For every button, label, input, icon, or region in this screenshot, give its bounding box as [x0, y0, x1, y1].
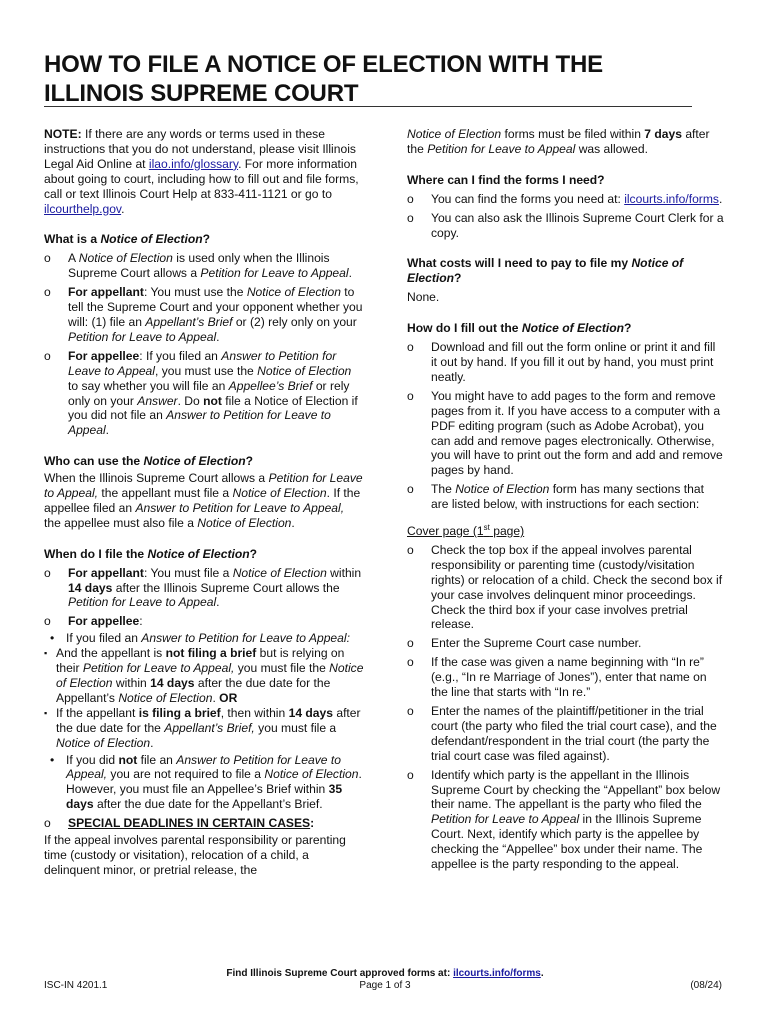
heading-where-forms: Where can I find the forms I need? [407, 172, 605, 187]
note-paragraph: NOTE: If there are any words or terms used in these instructions that you do not understand, please visit Illinois Legal Aid Online at ilao.info/glossary. For more information about going to court, including how to fill out and file forms, call or text Illinois Court Help at 833-411-1121 or go to ilcourthelp.gov. [44, 127, 359, 216]
footer-forms-line: Find Illinois Supreme Court approved forms at: ilcourts.info/forms. [226, 968, 544, 979]
list-item: o Enter the Supreme Court case number. [407, 636, 724, 651]
list-item: o SPECIAL DEADLINES IN CERTAIN CASES: [44, 816, 364, 831]
footer-forms-link[interactable]: ilcourts.info/forms [453, 968, 541, 979]
costs-answer: None. [407, 290, 440, 305]
list-item: o Enter the names of the plaintiff/petitioner in the trial court (the party who filed the trial court case), and the defendant/respondent in the trial court (the party the trial court case was filed against). [407, 704, 724, 764]
list-item: ▪ If the appellant is filing a brief, then within 14 days after the due date for the Appellant’s Brief, you must file a Notice of Election. [44, 706, 364, 751]
heading-when-file: When do I file the Notice of Election? [44, 546, 257, 561]
forms-link[interactable]: ilcourts.info/forms [624, 191, 719, 206]
right-column [407, 127, 724, 872]
list-item: o Check the top box if the appeal involves parental responsibility or parenting time (custody/visitation rights) or relocation of a child. Check the second box if your case involves delinquent minor proceedings. Check the third box if your case involves pretrial release. [407, 543, 724, 632]
heading-costs: What costs will I need to pay to file my Notice of Election? [407, 256, 684, 286]
list-item: • If you did not file an Answer to Petition for Leave to Appeal, you are not required to file a Notice of Election. However, you must file an Appellee’s Brief within 35 days after the due date for the Appellant’s Brief. [44, 753, 364, 813]
list-item: o For appellee: [44, 614, 364, 629]
list-item: o For appellant: You must file a Notice of Election within 14 days after the Illinois Supreme Court allows the Petition for Leave to Appeal. [44, 566, 364, 611]
list-item: o For appellant: You must use the Notice of Election to tell the Supreme Court and your opponent whether you will: (1) file an Appellant’s Brief or (2) rely only on your Petition for Leave to Appeal. [44, 285, 364, 345]
special-deadlines-continued: Notice of Election forms must be filed within 7 days after the Petition for Leave to Appeal was allowed. [407, 127, 710, 156]
list-item: o For appellee: If you filed an Answer to Petition for Leave to Appeal, you must use the Notice of Election to say whether you will file an Appellee’s Brief or rely only on your Answer. Do not file a Notice of Election if you did not file an Answer to Petition for Leave to Appeal. [44, 349, 364, 438]
heading-what-is: What is a Notice of Election? [44, 232, 210, 247]
form-code: ISC-IN 4201.1 [44, 980, 108, 991]
list-item: o If the case was given a name beginning with “In re” (e.g., “In re Marriage of Jones”), enter that name on the line that starts with “In re.” [407, 655, 724, 700]
special-deadlines-text: If the appeal involves parental responsibility or parenting time (custody or visitation), relocation of a child, a delinquent minor, or pretrial release, the [44, 833, 346, 877]
heading-fill-out: How do I fill out the Notice of Election? [407, 321, 632, 336]
glossary-link[interactable]: ilao.info/glossary [148, 156, 239, 171]
list-item: ▪ And the appellant is not filing a brief but is relying on their Petition for Leave to Appeal, you must file the Notice of Election within 14 days after the due date for the Appellant’s Notice of Election. OR [44, 646, 364, 706]
courthelp-link[interactable]: ilcourthelp.gov [44, 201, 122, 216]
list-item: o The Notice of Election form has many sections that are listed below, with instructions for each section: [407, 482, 724, 512]
cover-page-heading: Cover page (1st page) [407, 523, 525, 539]
revision-date: (08/24) [690, 980, 722, 991]
list-item: o Identify which party is the appellant in the Illinois Supreme Court by checking the “Appellant” box below their name. The appellant is the party who filed the Petition for Leave to Appeal in the Illinois Supreme Court. Next, identify which party is the appellee by checking the “Appellee” box under their name. The appellee is the party responding to the appeal. [407, 768, 724, 872]
list-item: o You can also ask the Illinois Supreme Court Clerk for a copy. [407, 211, 724, 241]
list-item: o A Notice of Election is used only when the Illinois Supreme Court allows a Petition for Leave to Appeal. [44, 251, 364, 281]
who-can-use-paragraph: When the Illinois Supreme Court allows a Petition for Leave to Appeal, the appellant must file a Notice of Election. If the appellee filed an Answer to Petition for Leave to Appeal, the appellee must also file a Notice of Election. [44, 471, 363, 530]
page-title: HOW TO FILE A NOTICE OF ELECTION WITH THE ILLINOIS SUPREME COURT [44, 51, 603, 107]
list-item: • If you filed an Answer to Petition for Leave to Appeal: [44, 631, 364, 646]
heading-who-can-use: Who can use the Notice of Election? [44, 454, 253, 469]
note-label: NOTE: [44, 127, 82, 141]
page-number: Page 1 of 3 [359, 980, 411, 991]
list-item: o You might have to add pages to the form and remove pages from it. If you have access to a computer with a PDF editing program (such as Adobe Acrobat), you can add and remove pages electronically. Otherwise, you will have to print out the form and add and remove pages by hand. [407, 389, 724, 478]
left-column [44, 127, 364, 878]
list-item: o Download and fill out the form online or print it and fill it out by hand. If you fill it out by hand, you must print neatly. [407, 340, 724, 385]
title-divider [44, 106, 692, 107]
list-item: o You can find the forms you need at: ilcourts.info/forms. [407, 192, 724, 207]
